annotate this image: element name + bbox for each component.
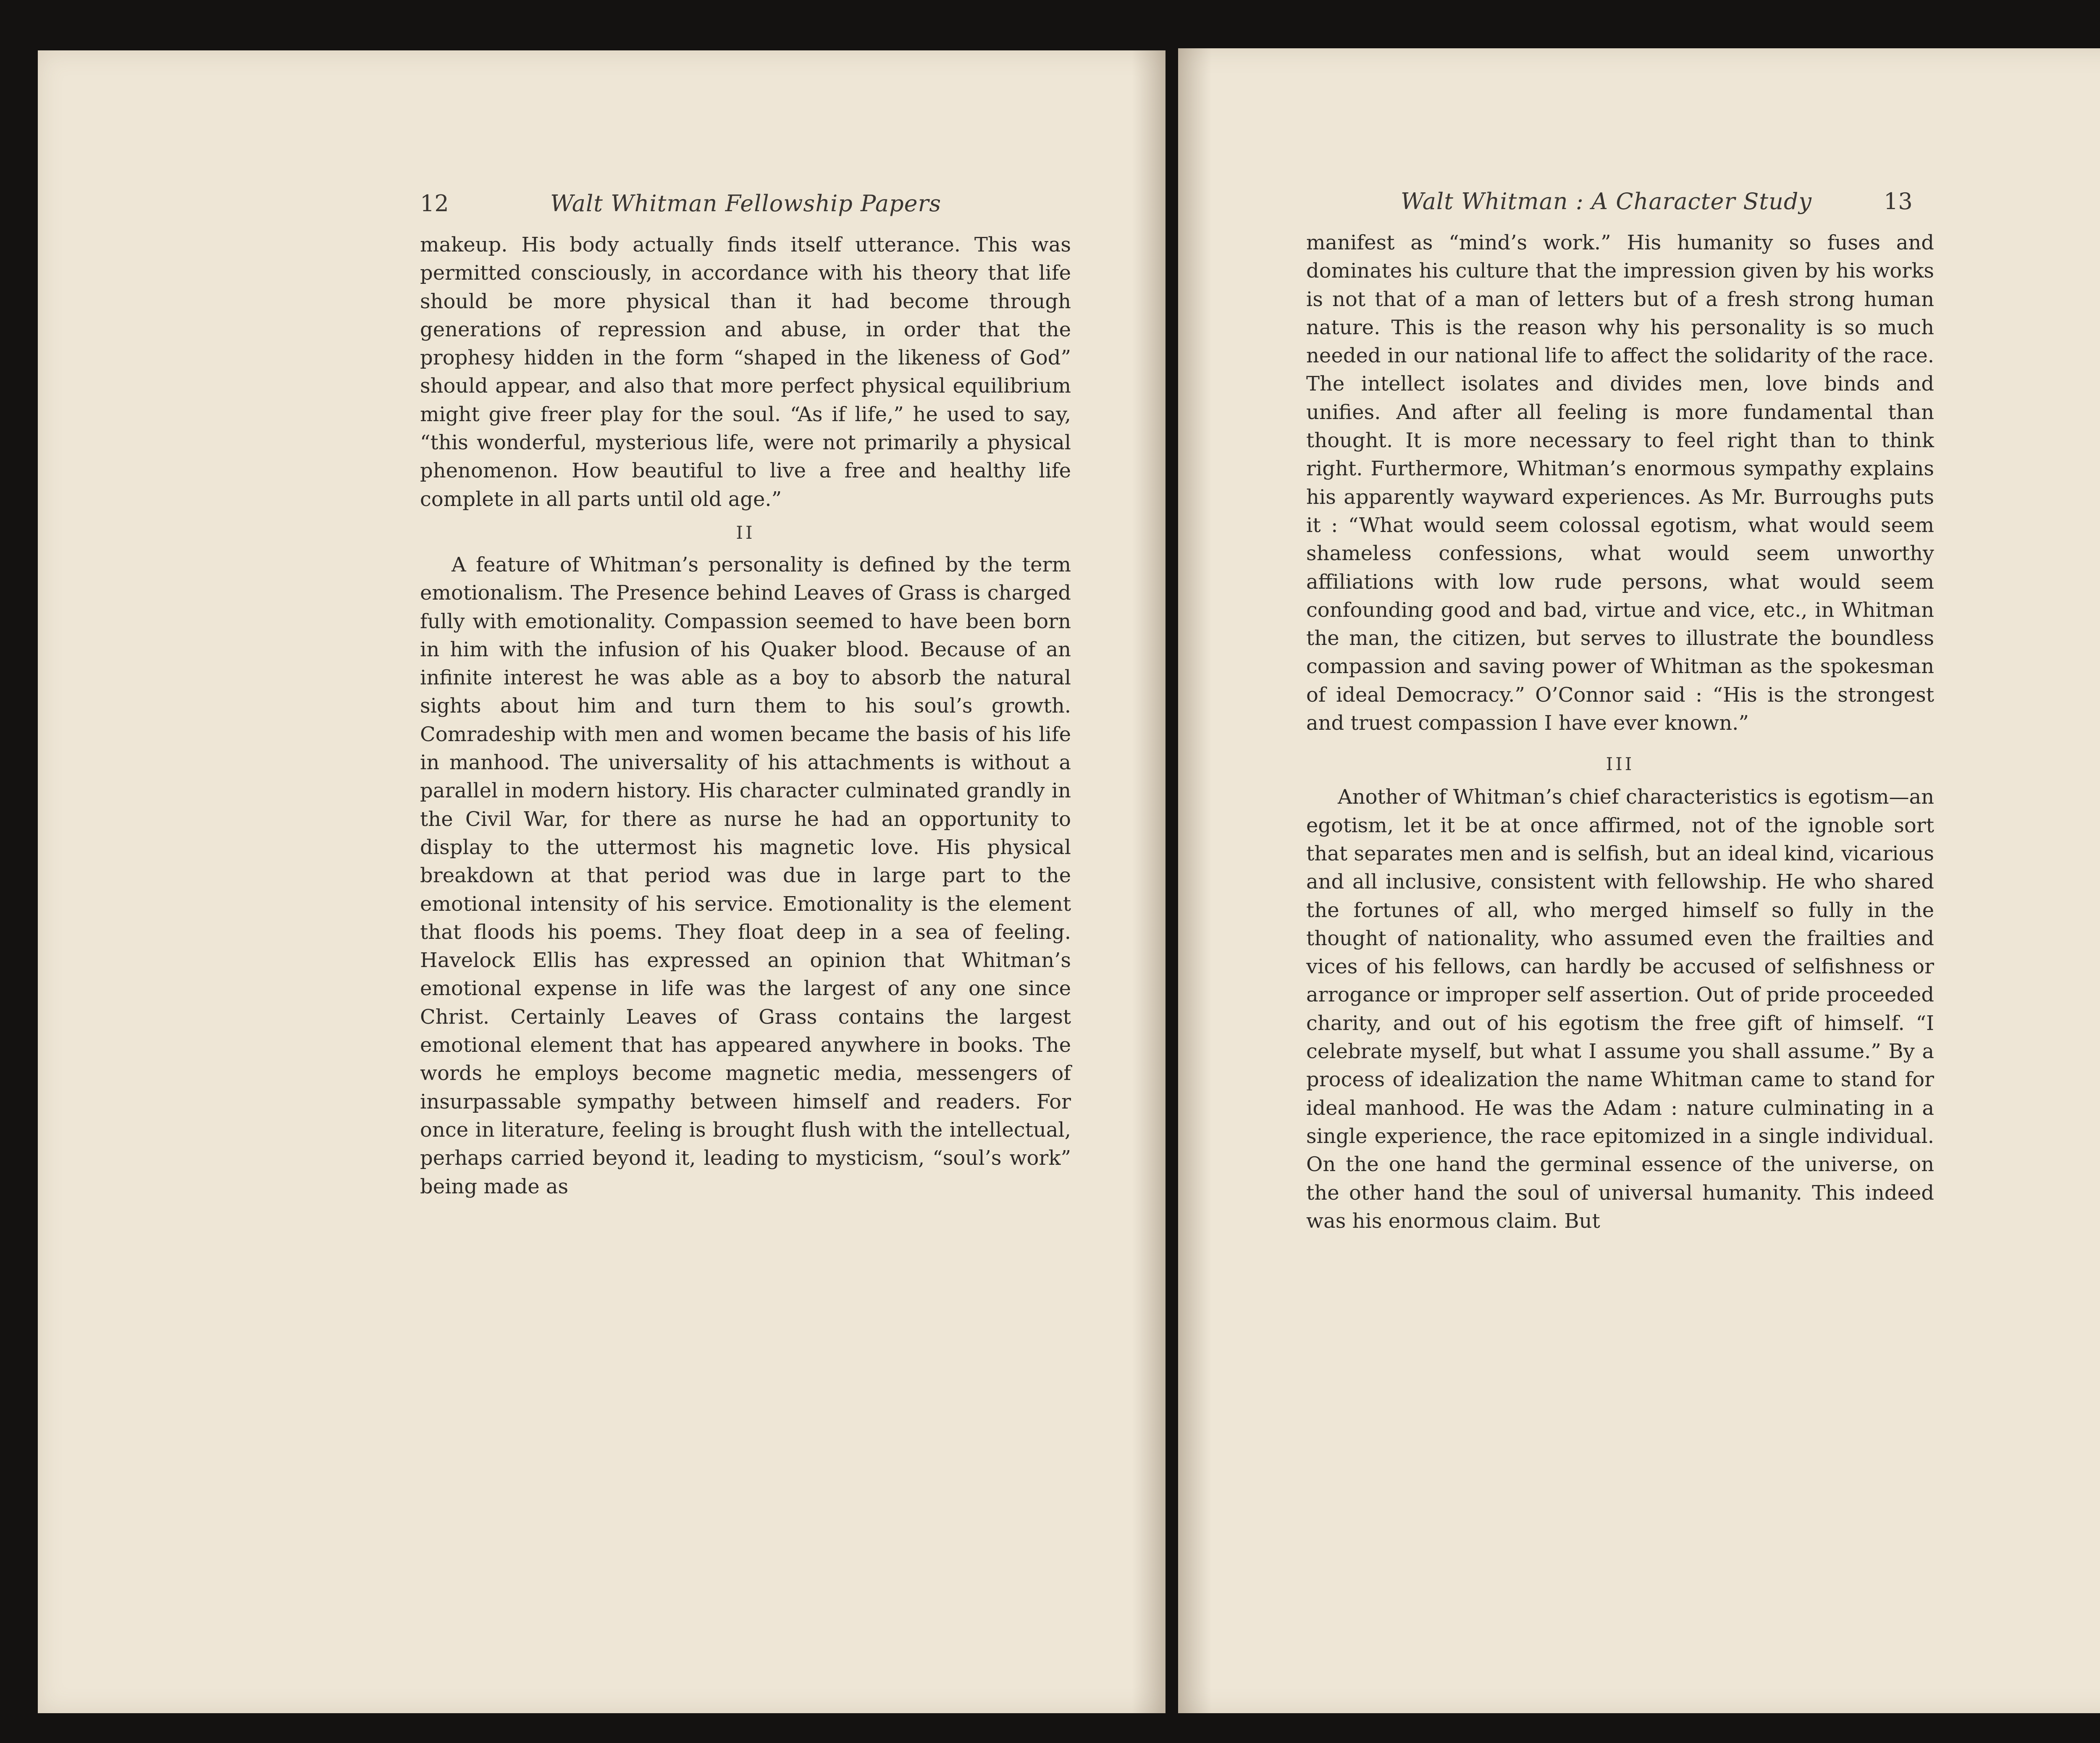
section-number: III <box>1606 754 1635 775</box>
paragraph: A feature of Whitman’s personality is defined by the term emotionalism. The Presence behind Leaves of Grass is charged fully with emotionality. Compassion seemed to have been born in him with the infusion of his Quaker blood. Because of an infinite interest he was able as a boy to absorb the natural sights about him and turn them to his soul’s growth. Comradeship with men and women became the basis of his life in manhood. The universality of his attachments is without a parallel in modern history. His character culminated grandly in the Civil War, for there as nurse he had an opportunity to display to the uttermost his magnetic love. His physical breakdown at that period was due in large part to the emotional intensity of his service. Emotionality is the element that floods his poems. They float deep in a sea of feeling. Havelock Ellis has expressed an opinion that Whitman’s emotional expense in life was the largest of any one since Christ. Certainly Leaves of Grass contains the largest emotional element that has appeared anywhere in books. The words he employs become magnetic media, messengers of insurpassable sympathy between himself and readers. For once in literature, feeling is brought flush with the intellectual, perhaps carried beyond it, leading to mysticism, “soul’s work” being made as <box>420 553 1071 1198</box>
paragraph: Another of Whitman’s chief characteristics is egotism—an egotism, let it be at once affirmed, not of the ignoble sort that separates men and is selfish, but an ideal kind, vicarious and all inclusive, consistent with fellowship. He who shared the fortunes of all, who merged himself so fully in the thought of nationality, who assumed even the frailties and vices of his fellows, can hardly be accused of selfishness or arrogance or improper self assertion. Out of pride proceeded charity, and out of his egotism the free gift of himself. “I celebrate myself, but what I assume you shall assume.” By a process of idealization the name Whitman came to stand for ideal manhood. He was the Adam : nature culminating in a single experience, the race epitomized in a single individual. On the one hand the germinal essence of the universe, on the other hand the soul of universal humanity. This indeed was his enormous claim. But <box>1306 785 1934 1233</box>
right-page-text <box>1306 229 1934 1235</box>
gutter-shadow <box>1178 48 1212 1713</box>
paragraph: makeup. His body actually finds itself utterance. This was permitted consciously, in accordance with his theory that life should be more physical than it had become through generations of repression and abuse, in order that the prophesy hidden in the form “shaped in the likeness of God” should appear, and also that more perfect physical equilibrium might give freer play for the soul. “As if life,” he used to say, “this wonderful, mysterious life, were not primarily a physical phenomenon. How beautiful to live a free and healthy life complete in all parts until old age.” <box>420 233 1071 511</box>
right-page <box>1178 48 2100 1713</box>
running-header-left <box>420 189 956 218</box>
left-page-text <box>420 231 1071 1201</box>
gutter-shadow <box>1132 50 1166 1713</box>
page-number: 12 <box>420 190 449 217</box>
page-number: 13 <box>1884 188 1913 215</box>
paragraph: manifest as “mind’s work.” His humanity so fuses and dominates his culture that the impression given by his works is not that of a man of letters but of a fresh strong human nature. This is the reason why his personality is so much needed in our national life to affect the solidarity of the race. The intellect isolates and divides men, love binds and unifies. And after all feeling is more fundamental than thought. It is more necessary to feel right than to think right. Furthermore, Whitman’s enormous sympathy explains his apparently wayward experiences. As Mr. Burroughs puts it : “What would seem colossal egotism, what would seem shameless confessions, what would seem unworthy affiliations with low rude persons, what would seem confounding good and bad, virtue and vice, etc., in Whitman the man, the citizen, but serves to illustrate the boundless compassion and saving power of Whitman as the spokesman of ideal Democracy.” O’Connor said : “His is the strongest and truest compassion I have ever known.” <box>1306 231 1934 735</box>
running-title: Walt Whitman Fellowship Papers <box>550 190 942 217</box>
section-number: II <box>736 522 755 543</box>
running-title: Walt Whitman : A Character Study <box>1401 188 1812 215</box>
left-page <box>38 50 1166 1713</box>
